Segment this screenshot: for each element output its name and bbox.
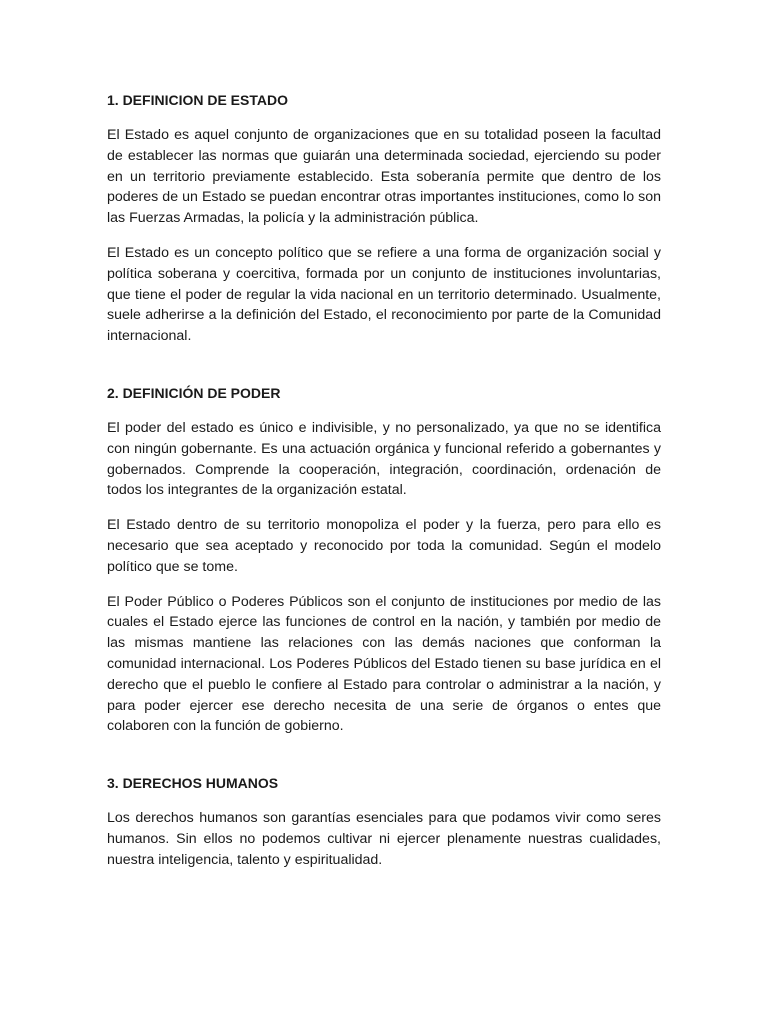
paragraph: El Estado es aquel conjunto de organizaciones que en su totalidad poseen la facultad de establecer las normas que guiarán una determinada sociedad, ejerciendo su poder en un territorio previamente establecido. Esta soberanía permite que dentro de los poderes de un Estado se puedan encontrar otras importantes instituciones, como lo son las Fuerzas Armadas, la policía y la administración pública. <box>107 127 661 227</box>
section-derechos-humanos <box>107 773 661 870</box>
section-definicion-estado <box>107 90 661 347</box>
section-heading: 2. DEFINICIÓN DE PODER <box>107 384 281 401</box>
paragraph: Los derechos humanos son garantías esenciales para que podamos vivir como seres humanos. Sin ellos no podemos cultivar ni ejercer plenamente nuestras cualidades, nuestra inteligencia, talento y espiritualidad. <box>107 810 661 868</box>
paragraph: El poder del estado es único e indivisible, y no personalizado, ya que no se identifica con ningún gobernante. Es una actuación orgánica y funcional referido a gobernantes y gobernados. Comprende la cooperación, integración, coordinación, ordenación de todos los integrantes de la organización estatal. <box>107 419 661 499</box>
document-page <box>107 90 661 885</box>
paragraph: El Estado dentro de su territorio monopoliza el poder y la fuerza, pero para ello es necesario que sea aceptado y reconocido por toda la comunidad. Según el modelo político que se tome. <box>107 517 661 575</box>
section-heading: 3. DERECHOS HUMANOS <box>107 775 279 792</box>
section-heading: 1. DEFINICION DE ESTADO <box>107 92 288 108</box>
paragraph: El Poder Público o Poderes Públicos son el conjunto de instituciones por medio de las cuales el Estado ejerce las funciones de control en la nación, y también por medio de las mismas mantiene las relaciones con las demás naciones que conforman la comunidad internacional. Los Poderes Públicos del Estado tienen su base jurídica en el derecho que el pueblo le confiere al Estado para controlar o administrar a la nación, y para poder ejercer ese derecho necesita de una serie de órganos o entes que colaboren con la función de gobierno. <box>107 593 661 735</box>
paragraph: El Estado es un concepto político que se refiere a una forma de organización social y política soberana y coercitiva, formada por un conjunto de instituciones involuntarias, que tiene el poder de regular la vida nacional en un territorio determinado. Usualmente, suele adherirse a la definición del Estado, el reconocimiento por parte de la Comunidad internacional. <box>107 244 661 345</box>
section-definicion-poder <box>107 383 661 737</box>
